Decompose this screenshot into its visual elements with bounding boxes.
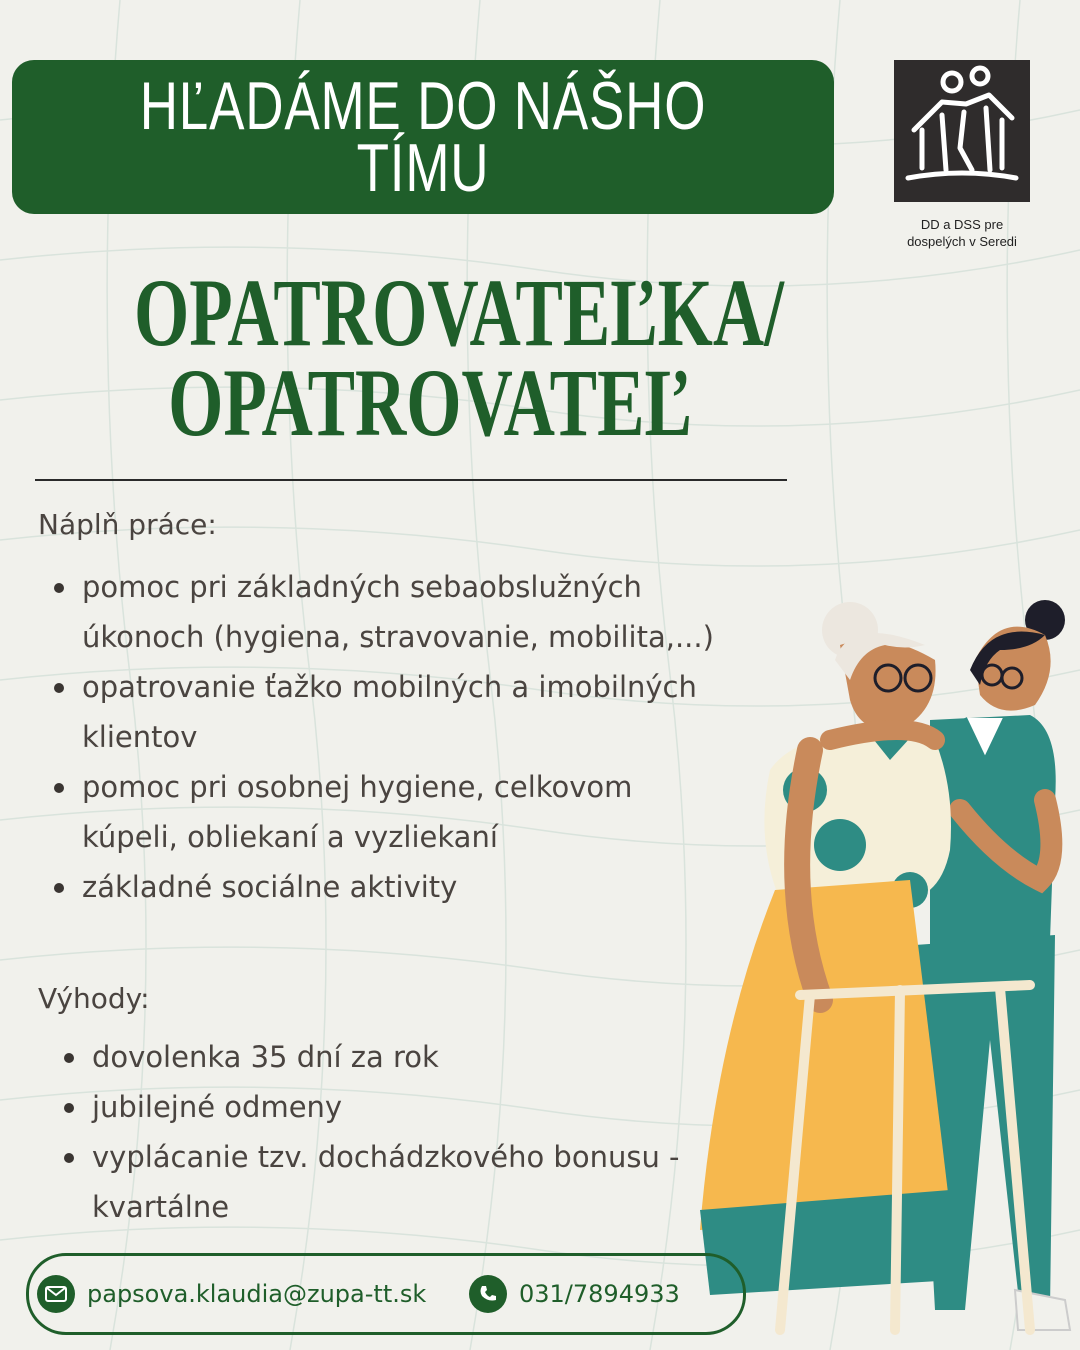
contact-email[interactable] (37, 1256, 426, 1332)
mail-icon (37, 1275, 75, 1313)
list-item: dovolenka 35 dní za rok (62, 1032, 742, 1082)
list-item: pomoc pri základných sebaobslužných úkonoch (hygiena, stravovanie, mobilita,...) (52, 562, 732, 662)
header-banner-text: HĽADÁME DO NÁŠHO TÍMU (139, 68, 707, 206)
organization-logo (894, 60, 1030, 202)
caregiver-with-elderly-woman-illustration (700, 590, 1080, 1350)
phone-text: 031/7894933 (519, 1280, 680, 1308)
people-house-logo-icon (894, 60, 1030, 202)
list-item: opatrovanie ťažko mobilných a imobilných klientov (52, 662, 732, 762)
duties-list (52, 562, 732, 912)
divider (35, 479, 787, 481)
job-title (30, 259, 830, 456)
duties-heading: Náplň práce: (38, 508, 217, 541)
list-item: pomoc pri osobnej hygiene, celkovom kúpeli, obliekaní a vyzliekaní (52, 762, 732, 862)
list-item: jubilejné odmeny (62, 1082, 742, 1132)
logo-caption: DD a DSS pre dospelých v Seredi (907, 217, 1017, 249)
contact-phone[interactable] (469, 1256, 680, 1332)
contact-bar (26, 1253, 746, 1335)
email-text: papsova.klaudia@zupa-tt.sk (87, 1280, 427, 1308)
list-item: vyplácanie tzv. dochádzkového bonusu - kvartálne (62, 1132, 742, 1232)
phone-icon (469, 1275, 507, 1313)
benefits-heading: Výhody: (38, 982, 150, 1015)
job-title-line-2: OPATROVATEĽ (168, 349, 692, 456)
header-banner (12, 60, 834, 214)
job-title-line-1: OPATROVATEĽKA/ (134, 259, 784, 366)
benefits-list (62, 1032, 742, 1232)
list-item: základné sociálne aktivity (52, 862, 732, 912)
